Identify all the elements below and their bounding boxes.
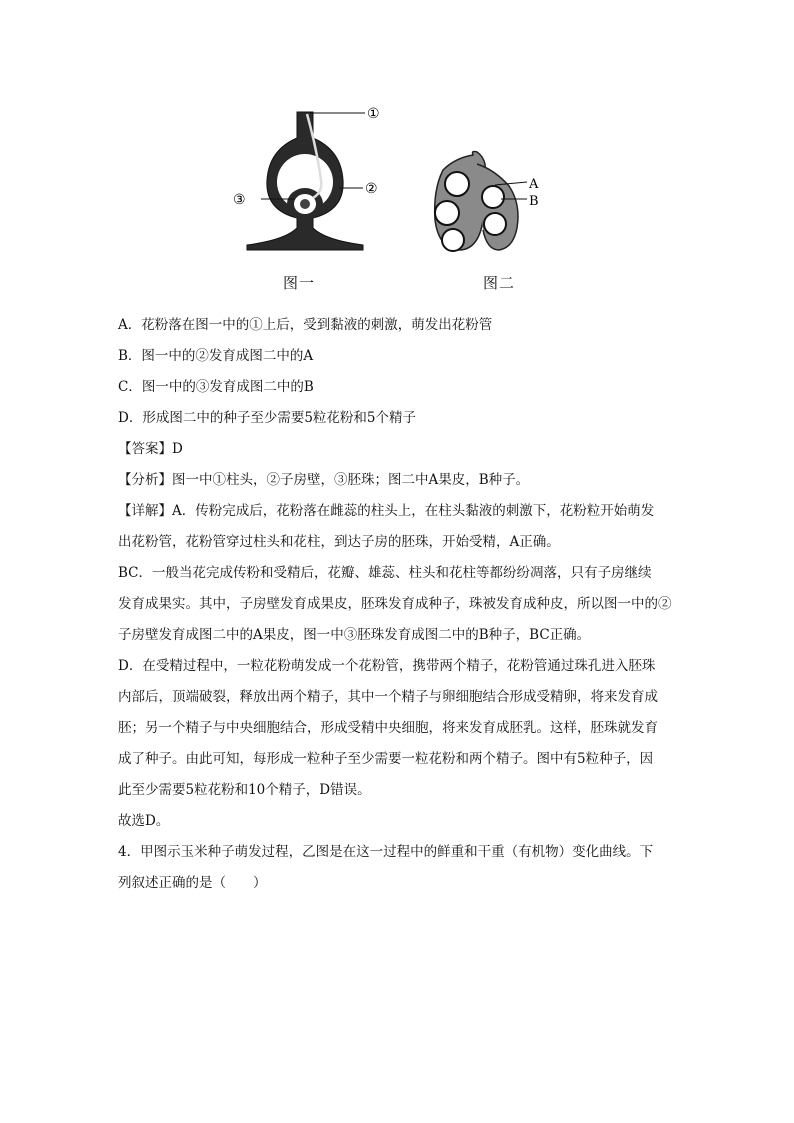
detail-line: BC．一般当花完成传粉和受精后，花瓣、雄蕊、柱头和花柱等都纷纷凋落，只有子房继续 [118, 565, 652, 581]
detail-line: 出花粉管，花粉管穿过柱头和花柱，到达子房的胚珠，开始受精，A正确。 [118, 534, 560, 550]
conclusion: 故选D。 [118, 813, 170, 829]
option-a: A．花粉落在图一中的①上后，受到黏液的刺激，萌发出花粉管 [118, 317, 493, 333]
detail-line: 成了种子。由此可知，每形成一粒种子至少需要一粒花粉和两个精子。图中有5粒种子，因 [118, 751, 654, 767]
detail-line: D．在受精过程中，一粒花粉萌发成一个花粉管，携带两个精子，花粉管通过珠孔进入胚珠 [118, 658, 656, 674]
detail-line: 子房壁发育成图二中的A果皮，图一中③胚珠发育成图二中的B种子，BC正确。 [118, 627, 591, 643]
detail-line: 内部后，顶端破裂，释放出两个精子，其中一个精子与卵细胞结合形成受精卵，将来发育成 [118, 689, 658, 705]
detail-line: 发育成果实。其中，子房壁发育成果皮，胚珠发育成种子，珠被发育成种皮，所以图一中的② [118, 596, 672, 612]
option-d: D．形成图二中的种子至少需要5粒花粉和5个精子 [118, 410, 417, 426]
next-question-line: 4．甲图示玉米种子萌发过程，乙图是在这一过程中的鲜重和干重（有机物）变化曲线。下 [118, 844, 654, 860]
pistil-diagram [247, 112, 363, 250]
label-b: B [529, 194, 539, 209]
question-body [118, 310, 678, 899]
label-2: ② [365, 181, 378, 197]
label-1: ① [367, 106, 380, 122]
detail-line: 【详解】A．传粉完成后，花粉落在雌蕊的柱头上，在柱头黏液的刺激下，花粉粒开始萌发 [118, 503, 655, 519]
detail-line: 胚；另一个精子与中央细胞结合，形成受精中央细胞，将来发育成胚乳。这样，胚珠就发育 [118, 720, 658, 736]
detail-line: 此至少需要5粒花粉和10个精子，D错误。 [118, 782, 371, 798]
next-question-line: 列叙述正确的是（ ） [118, 875, 267, 891]
analysis: 【分析】图一中①柱头，②子房壁，③胚珠；图二中A果皮，B种子。 [118, 472, 530, 488]
option-c: C．图一中的③发育成图二中的B [118, 379, 314, 395]
fruit-diagram [435, 151, 518, 251]
figure1-caption: 图一 [283, 274, 316, 292]
label-3: ③ [233, 192, 246, 208]
figure-area [225, 100, 565, 300]
answer: 【答案】D [118, 441, 183, 457]
label-a: A [529, 177, 539, 192]
figure2-caption: 图二 [483, 274, 516, 292]
option-b: B．图一中的②发育成图二中的A [118, 348, 314, 364]
figure-illustrations [225, 100, 565, 270]
